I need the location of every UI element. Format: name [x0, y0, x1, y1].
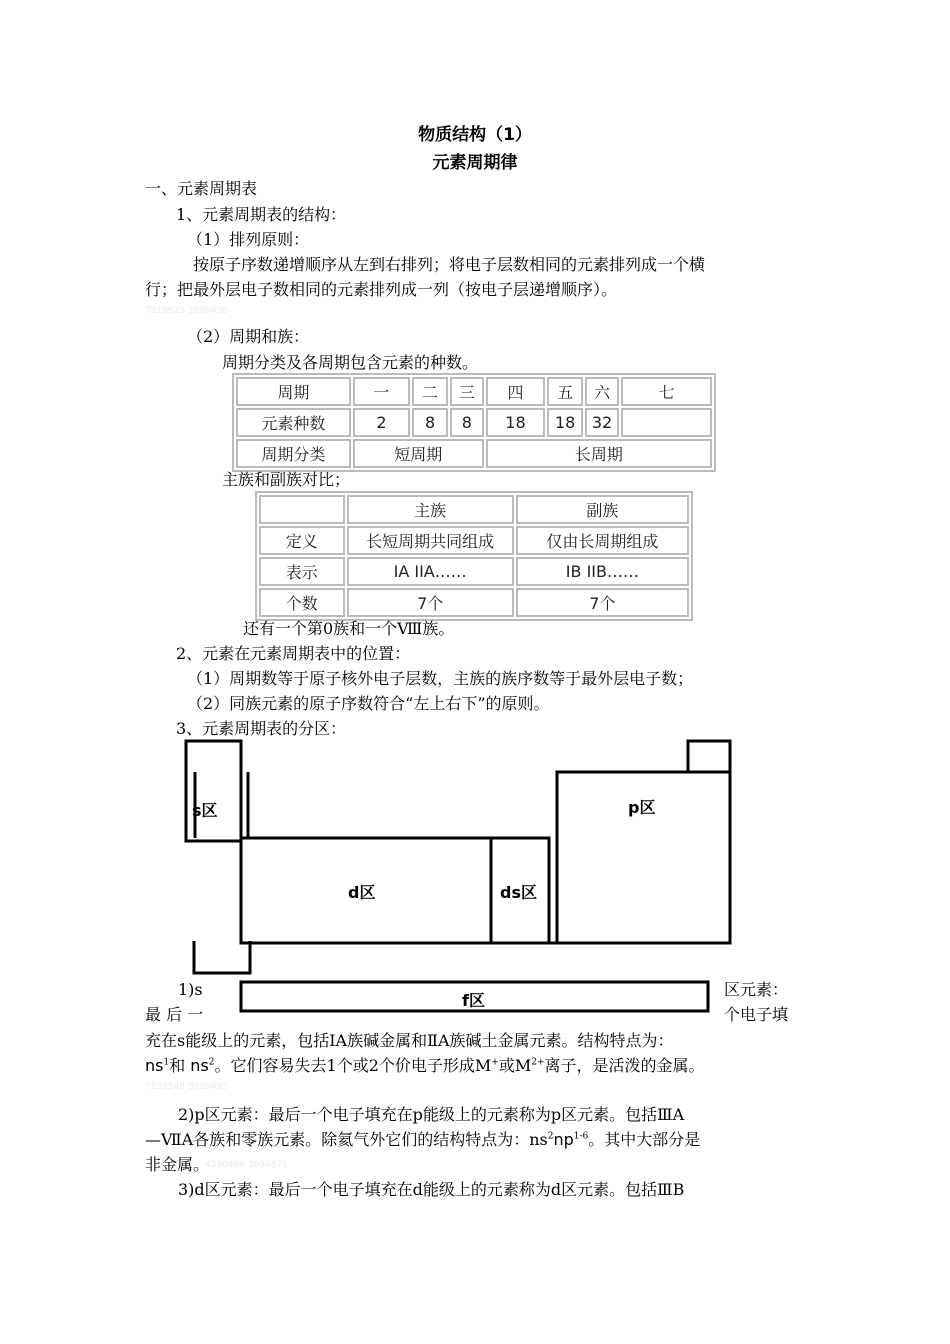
table-cell: 一: [353, 377, 410, 406]
table-cell: 七: [621, 377, 712, 406]
d-block-line1: 3)d区元素：最后一个电子填充在d能级上的元素称为d区元素。包括ⅢB: [178, 1180, 685, 1199]
table-cell: 长短周期共同组成: [347, 526, 514, 555]
p-block-label: p区: [628, 798, 656, 817]
table-cell: 表示: [259, 557, 345, 586]
s-block-line4: [145, 1055, 705, 1077]
table-cell: 32: [585, 408, 619, 437]
superscript: +: [491, 1057, 499, 1068]
table-cell: 四: [486, 377, 546, 406]
s-block-line4-part: 。它们容易失去1个或2个价电子形成M: [214, 1056, 492, 1075]
superscript: 2+: [531, 1057, 545, 1068]
faint-watermark: 4250486 3094871: [205, 1160, 289, 1170]
s-block-label: s区: [192, 801, 218, 820]
p-block-line3: 非金属。: [145, 1155, 210, 1174]
table-cell: 元素种数: [236, 408, 351, 437]
arrangement-text-line1: 按原子序数递增顺序从左到右排列；将电子层数相同的元素排列成一个横: [193, 255, 706, 274]
p-block-line2-part: 。其中大部分是: [588, 1130, 701, 1149]
table-cell: 7个: [347, 588, 514, 617]
table-cell: 副族: [516, 495, 689, 524]
table-cell: 8: [450, 408, 484, 437]
subsection-heading-periods-groups: （2）周期和族：: [187, 327, 310, 346]
table-cell: 周期分类: [236, 439, 351, 468]
page-subtitle: 元素周期律: [432, 153, 518, 173]
position-rule-2: （2）同族元素的原子序数符合“左上右下”的原则。: [187, 694, 550, 713]
table-cell: 五: [547, 377, 583, 406]
position-rule-1: （1）周期数等于原子核外电子层数，主族的族序数等于最外层电子数；: [187, 669, 694, 688]
table-cell: 六: [585, 377, 619, 406]
section-heading-periodic-table: 一、元素周期表: [145, 179, 258, 198]
s-block-line4-part: 和 ns: [169, 1056, 209, 1075]
table-cell: IB IIB……: [516, 557, 689, 586]
superscript: 2: [547, 1131, 554, 1142]
s-block-line2-right: 个电子填: [724, 1005, 789, 1024]
ds-block-label: ds区: [500, 883, 537, 902]
superscript: 2: [208, 1057, 215, 1068]
s-block-line4-part: 或M: [498, 1056, 532, 1075]
s-block-line4-part: ns: [145, 1056, 164, 1075]
f-block-label: f区: [462, 991, 485, 1010]
table-cell: 仅由长周期组成: [516, 526, 689, 555]
d-block-label: d区: [348, 883, 376, 902]
table-cell: 18: [486, 408, 546, 437]
p-block-line2-part: —ⅦA各族和零族元素。除氦气外它们的结构特点为：ns: [145, 1130, 548, 1149]
subsection-heading-arrangement: （1）排列原则：: [187, 230, 310, 249]
table-cell: 定义: [259, 526, 345, 555]
p-block-line2-part: np: [553, 1130, 574, 1149]
table-cell: 周期: [236, 377, 351, 406]
s-block-line2-left: 最 后 一: [145, 1005, 204, 1024]
table-cell: 8: [412, 408, 448, 437]
superscript: 1: [163, 1057, 170, 1068]
table-cell: 三: [450, 377, 484, 406]
group-table-intro: 主族和副族对比；: [222, 470, 351, 489]
subsection-heading-blocks: 3、元素周期表的分区：: [176, 719, 347, 738]
s-block-line4-part: 离子，是活泼的金属。: [544, 1056, 705, 1075]
table-cell: 短周期: [353, 439, 484, 468]
p-block-line2: [145, 1129, 700, 1151]
period-table-intro: 周期分类及各周期包含元素的种数。: [222, 353, 479, 372]
p-block-line1: 2)p区元素：最后一个电子填充在p能级上的元素称为p区元素。包括ⅢA: [178, 1105, 685, 1124]
table-cell: 2: [353, 408, 410, 437]
s-block-lead-right: 区元素：: [724, 980, 789, 999]
table-cell: 长周期: [486, 439, 712, 468]
table-cell: 主族: [347, 495, 514, 524]
table-cell: IA IIA……: [347, 557, 514, 586]
lower-left-notch: [194, 941, 250, 973]
table-cell: 个数: [259, 588, 345, 617]
subsection-heading-position: 2、元素在元素周期表中的位置：: [176, 644, 411, 663]
faint-watermark: 7819625 1090436: [145, 306, 229, 316]
table-cell: 18: [547, 408, 583, 437]
s-block-lead: 1)s: [178, 980, 203, 999]
table-cell: 7个: [516, 588, 689, 617]
page-title: 物质结构（1）: [418, 125, 532, 145]
subsection-heading-structure: 1、元素周期表的结构：: [176, 205, 347, 224]
table-cell: 二: [412, 377, 448, 406]
superscript: 1-6: [573, 1131, 589, 1142]
faint-watermark: 7132548 9820495: [145, 1082, 229, 1092]
arrangement-text-line2: 行；把最外层电子数相同的元素排列成一列（按电子层递增顺序）。: [145, 280, 618, 299]
s-block-line3: 充在s能级上的元素，包括ⅠA族碱金属和ⅡA族碱土金属元素。结构特点为：: [145, 1031, 674, 1050]
group-note: 还有一个第0族和一个Ⅷ族。: [243, 619, 455, 638]
